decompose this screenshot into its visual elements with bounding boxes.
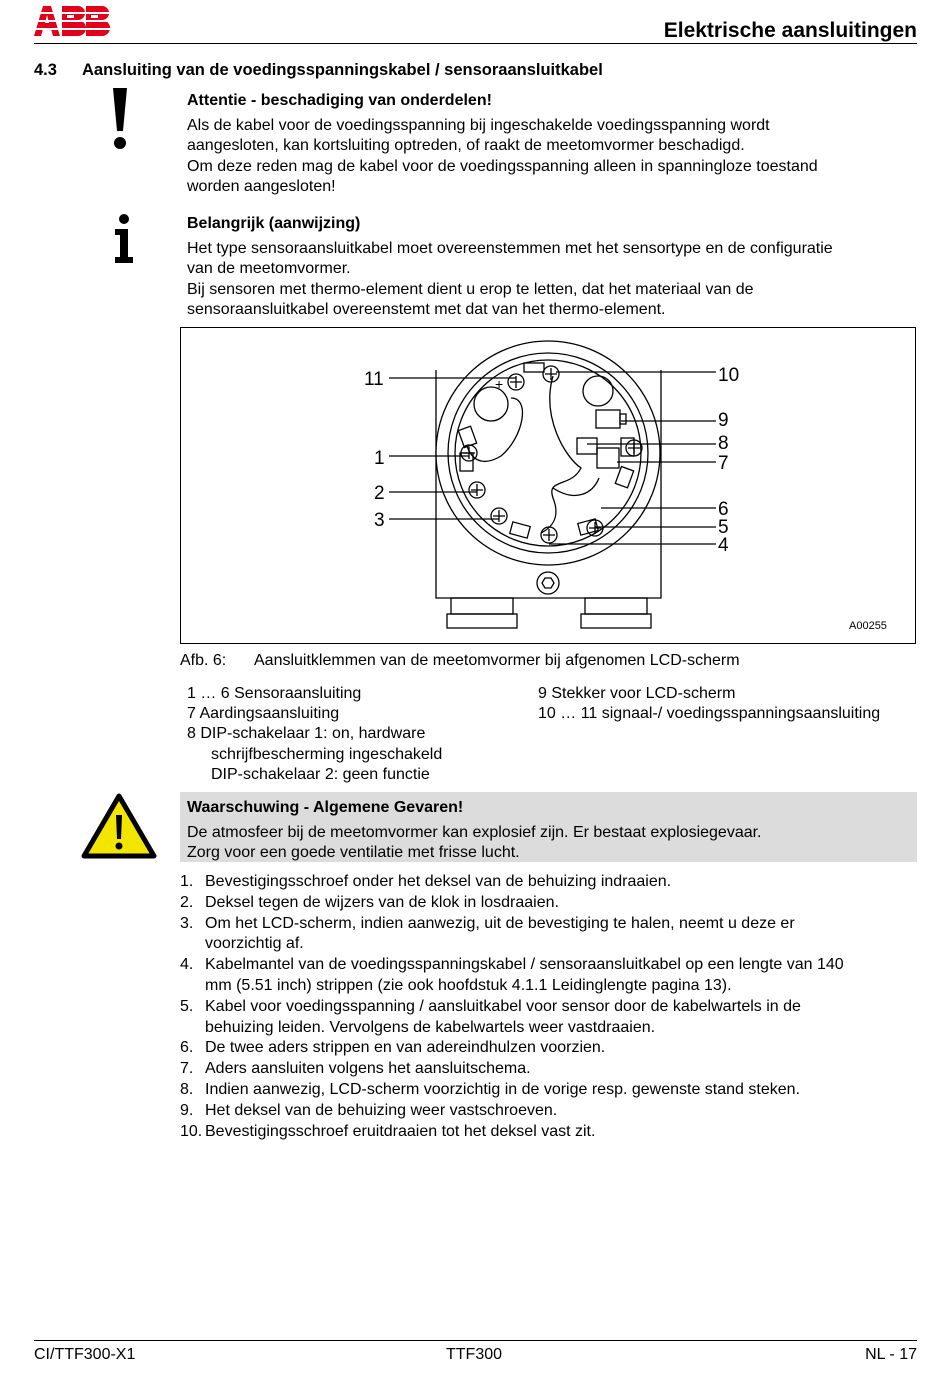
important-title: Belangrijk (aanwijzing) bbox=[187, 215, 361, 232]
callout-11: 11 bbox=[364, 369, 384, 390]
plus-marker: + bbox=[495, 376, 504, 392]
step-item bbox=[180, 1122, 920, 1143]
legend-right bbox=[538, 684, 928, 724]
step-text: Deksel tegen de wijzers van de klok in losdraaien. bbox=[205, 893, 559, 911]
attention-line: aangesloten, kan kortsluiting optreden, of raakt de meetomvormer beschadigd. bbox=[187, 137, 745, 154]
step-text: Bevestigingsschroef eruitdraaien tot het deksel vast zit. bbox=[205, 1122, 596, 1140]
important-line: van de meetomvormer. bbox=[187, 260, 351, 277]
legend-item: schrijfbescherming ingeschakeld bbox=[211, 745, 443, 763]
footer-page-number: NL - 17 bbox=[865, 1346, 917, 1363]
footer-product: TTF300 bbox=[446, 1346, 503, 1363]
step-item bbox=[180, 1038, 920, 1059]
attention-line: worden aangesloten! bbox=[187, 178, 336, 195]
important-line: sensoraansluitkabel overeenstemt met dat van het thermo-element. bbox=[187, 301, 666, 318]
legend-item: 8 DIP-schakelaar 1: on, hardware bbox=[187, 725, 426, 743]
warning-content bbox=[187, 798, 912, 864]
info-icon bbox=[113, 214, 137, 269]
step-item bbox=[180, 1059, 920, 1080]
important-line: Bij sensoren met thermo-element dient u erop te letten, dat het materiaal van de bbox=[187, 280, 754, 298]
callout-4: 4 bbox=[718, 535, 729, 556]
legend-item: 10 … 11 signaal-/ voedingsspanningsaansluiting bbox=[538, 705, 881, 723]
important-block bbox=[187, 214, 917, 321]
step-number: 4. bbox=[180, 956, 194, 974]
legend-left bbox=[187, 684, 527, 785]
section-number: 4.3 bbox=[34, 61, 57, 79]
legend-item: 9 Stekker voor LCD-scherm bbox=[538, 685, 736, 702]
footer-divider bbox=[34, 1340, 917, 1341]
callout-3: 3 bbox=[374, 510, 385, 531]
step-number: 7. bbox=[180, 1060, 194, 1078]
section-heading bbox=[34, 61, 603, 80]
step-text: De twee aders strippen en van adereindhulzen voorzien. bbox=[205, 1039, 606, 1057]
step-text: behuizing leiden. Vervolgens de kabelwartels weer vastdraaien. bbox=[205, 1018, 656, 1036]
step-item bbox=[180, 1080, 920, 1101]
figure-code: A00255 bbox=[849, 620, 887, 632]
step-number: 6. bbox=[180, 1039, 194, 1057]
step-text: mm (5.51 inch) strippen (zie ook hoofdstuk 4.1.1 Leidinglengte pagina 13). bbox=[205, 976, 732, 994]
legend-item: 7 Aardingsaansluiting bbox=[187, 705, 340, 723]
step-number: 5. bbox=[180, 997, 194, 1015]
callout-1: 1 bbox=[374, 448, 385, 469]
attention-line: Als de kabel voor de voedingsspanning bij ingeschakelde voedingsspanning wordt bbox=[187, 116, 770, 134]
abb-logo bbox=[34, 6, 112, 36]
warning-triangle-icon bbox=[81, 793, 157, 864]
step-item bbox=[180, 914, 920, 956]
step-text: Bevestigingsschroef onder het deksel van de behuizing indraaien. bbox=[205, 873, 672, 890]
step-item bbox=[180, 1101, 920, 1122]
terminal-diagram-drawing bbox=[181, 328, 917, 645]
attention-line: Om deze reden mag de kabel voor de voedingsspanning alleen in spanningloze toestand bbox=[187, 157, 818, 175]
step-text: Kabel voor voedingsspanning / aansluitkabel voor sensor door de kabelwartels in de bbox=[205, 997, 801, 1015]
header-divider bbox=[34, 43, 917, 44]
attention-block bbox=[187, 91, 917, 198]
callout-6: 6 bbox=[718, 499, 729, 520]
step-number: 10. bbox=[180, 1122, 203, 1140]
header-title: Elektrische aansluitingen bbox=[663, 19, 917, 42]
step-text: Om het LCD-scherm, indien aanwezig, uit de bevestiging te halen, neemt u deze er bbox=[205, 914, 795, 932]
exclamation-icon bbox=[108, 86, 132, 157]
step-item bbox=[180, 997, 920, 1039]
step-item bbox=[180, 872, 920, 893]
step-text: Aders aansluiten volgens het aansluitschema. bbox=[205, 1060, 531, 1078]
section-title: Aansluiting van de voedingsspanningskabel / sensoraansluitkabel bbox=[82, 61, 603, 79]
caption-label: Afb. 6: bbox=[180, 652, 227, 669]
figure-caption bbox=[180, 652, 740, 670]
callout-8: 8 bbox=[718, 433, 729, 454]
warning-line: De atmosfeer bij de meetomvormer kan explosief zijn. Er bestaat explosiegevaar. bbox=[187, 823, 762, 841]
callout-9: 9 bbox=[718, 410, 729, 431]
caption-text: Aansluitklemmen van de meetomvormer bij afgenomen LCD-scherm bbox=[254, 652, 740, 669]
terminal-diagram bbox=[180, 327, 916, 644]
step-text: Indien aanwezig, LCD-scherm voorzichtig in de vorige resp. gewenste stand steken. bbox=[205, 1080, 800, 1098]
step-number: 3. bbox=[180, 914, 194, 932]
step-item bbox=[180, 955, 920, 997]
callout-2: 2 bbox=[374, 483, 385, 504]
step-number: 1. bbox=[180, 873, 194, 890]
callout-5: 5 bbox=[718, 517, 729, 538]
step-number: 9. bbox=[180, 1101, 194, 1119]
step-text: voorzichtig af. bbox=[205, 935, 304, 953]
warning-title: Waarschuwing - Algemene Gevaren! bbox=[187, 799, 464, 816]
legend-item: DIP-schakelaar 2: geen functie bbox=[211, 765, 430, 783]
callout-7: 7 bbox=[718, 453, 729, 474]
step-number: 2. bbox=[180, 893, 194, 911]
procedure-steps bbox=[180, 872, 920, 1142]
step-number: 8. bbox=[180, 1080, 194, 1098]
callout-10: 10 bbox=[718, 365, 740, 386]
step-item bbox=[180, 893, 920, 914]
legend-item: 1 … 6 Sensoraansluiting bbox=[187, 685, 362, 702]
step-text: Het deksel van de behuizing weer vastschroeven. bbox=[205, 1101, 558, 1119]
important-line: Het type sensoraansluitkabel moet overeenstemmen met het sensortype en de configuratie bbox=[187, 239, 833, 257]
warning-line: Zorg voor een goede ventilatie met frisse lucht. bbox=[187, 844, 520, 861]
step-text: Kabelmantel van de voedingsspanningskabel / sensoraansluitkabel op een lengte van 140 bbox=[205, 956, 844, 974]
footer-doc-id: CI/TTF300-X1 bbox=[34, 1346, 136, 1363]
attention-title: Attentie - beschadiging van onderdelen! bbox=[187, 92, 492, 109]
